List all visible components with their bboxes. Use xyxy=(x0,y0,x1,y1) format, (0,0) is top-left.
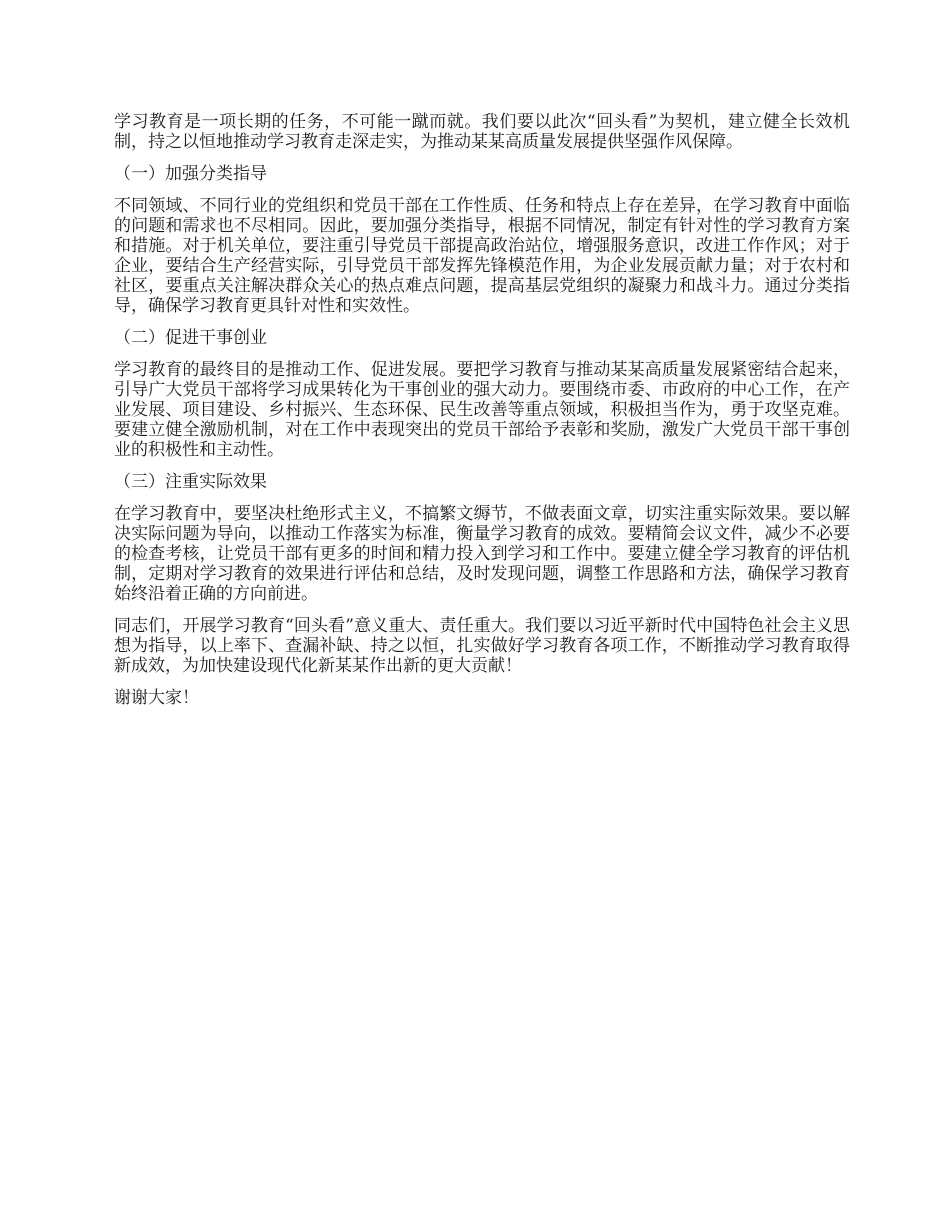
section-heading-2: （二）促进干事创业 xyxy=(114,328,267,348)
paragraph-section-3: 在学习教育中，要坚决杜绝形式主义，不搞繁文缛节，不做表面文章，切实注重实际效果。要以解决实际问题为导向，以推动工作落实为标准，衡量学习教育的成效。要精简会议文件，减少不必要的检查考核，让党员干部有更多的时间和精力投入到学习和工作中。要建立健全学习教育的评估机制，定期对学习教育的效果进行评估和总结，及时发现问题，调整工作思路和方法，确保学习教育始终沿着正确的方向前进。 xyxy=(114,504,850,604)
paragraph-conclusion: 同志们，开展学习教育“回头看”意义重大、责任重大。我们要以习近平新时代中国特色社会主义思想为指导，以上率下、查漏补缺、持之以恒，扎实做好学习教育各项工作，不断推动学习教育取得新成效，为加快建设现代化新某某作出新的更大贡献！ xyxy=(114,616,850,676)
paragraph-section-2: 学习教育的最终目的是推动工作、促进发展。要把学习教育与推动某某高质量发展紧密结合起来，引导广大党员干部将学习成果转化为干事创业的强大动力。要围绕市委、市政府的中心工作，在产业发展、项目建设、乡村振兴、生态环保、民生改善等重点领域，积极担当作为，勇于攻坚克难。要建立健全激励机制，对在工作中表现突出的党员干部给予表彰和奖励，激发广大党员干部干事创业的积极性和主动性。 xyxy=(114,360,850,460)
section-heading-1: （一）加强分类指导 xyxy=(114,164,267,184)
document-page xyxy=(114,112,850,720)
paragraph-closing: 谢谢大家！ xyxy=(114,688,199,708)
paragraph-section-1: 不同领域、不同行业的党组织和党员干部在工作性质、任务和特点上存在差异，在学习教育中面临的问题和需求也不尽相同。因此，要加强分类指导，根据不同情况，制定有针对性的学习教育方案和措施。对于机关单位，要注重引导党员干部提高政治站位，增强服务意识，改进工作作风；对于企业，要结合生产经营实际，引导党员干部发挥先锋模范作用，为企业发展贡献力量；对于农村和社区，要重点关注解决群众关心的热点难点问题，提高基层党组织的凝聚力和战斗力。通过分类指导，确保学习教育更具针对性和实效性。 xyxy=(114,196,850,316)
section-heading-3: （三）注重实际效果 xyxy=(114,472,267,492)
paragraph-intro: 学习教育是一项长期的任务，不可能一蹴而就。我们要以此次“回头看”为契机，建立健全长效机制，持之以恒地推动学习教育走深走实，为推动某某高质量发展提供坚强作风保障。 xyxy=(114,112,850,152)
